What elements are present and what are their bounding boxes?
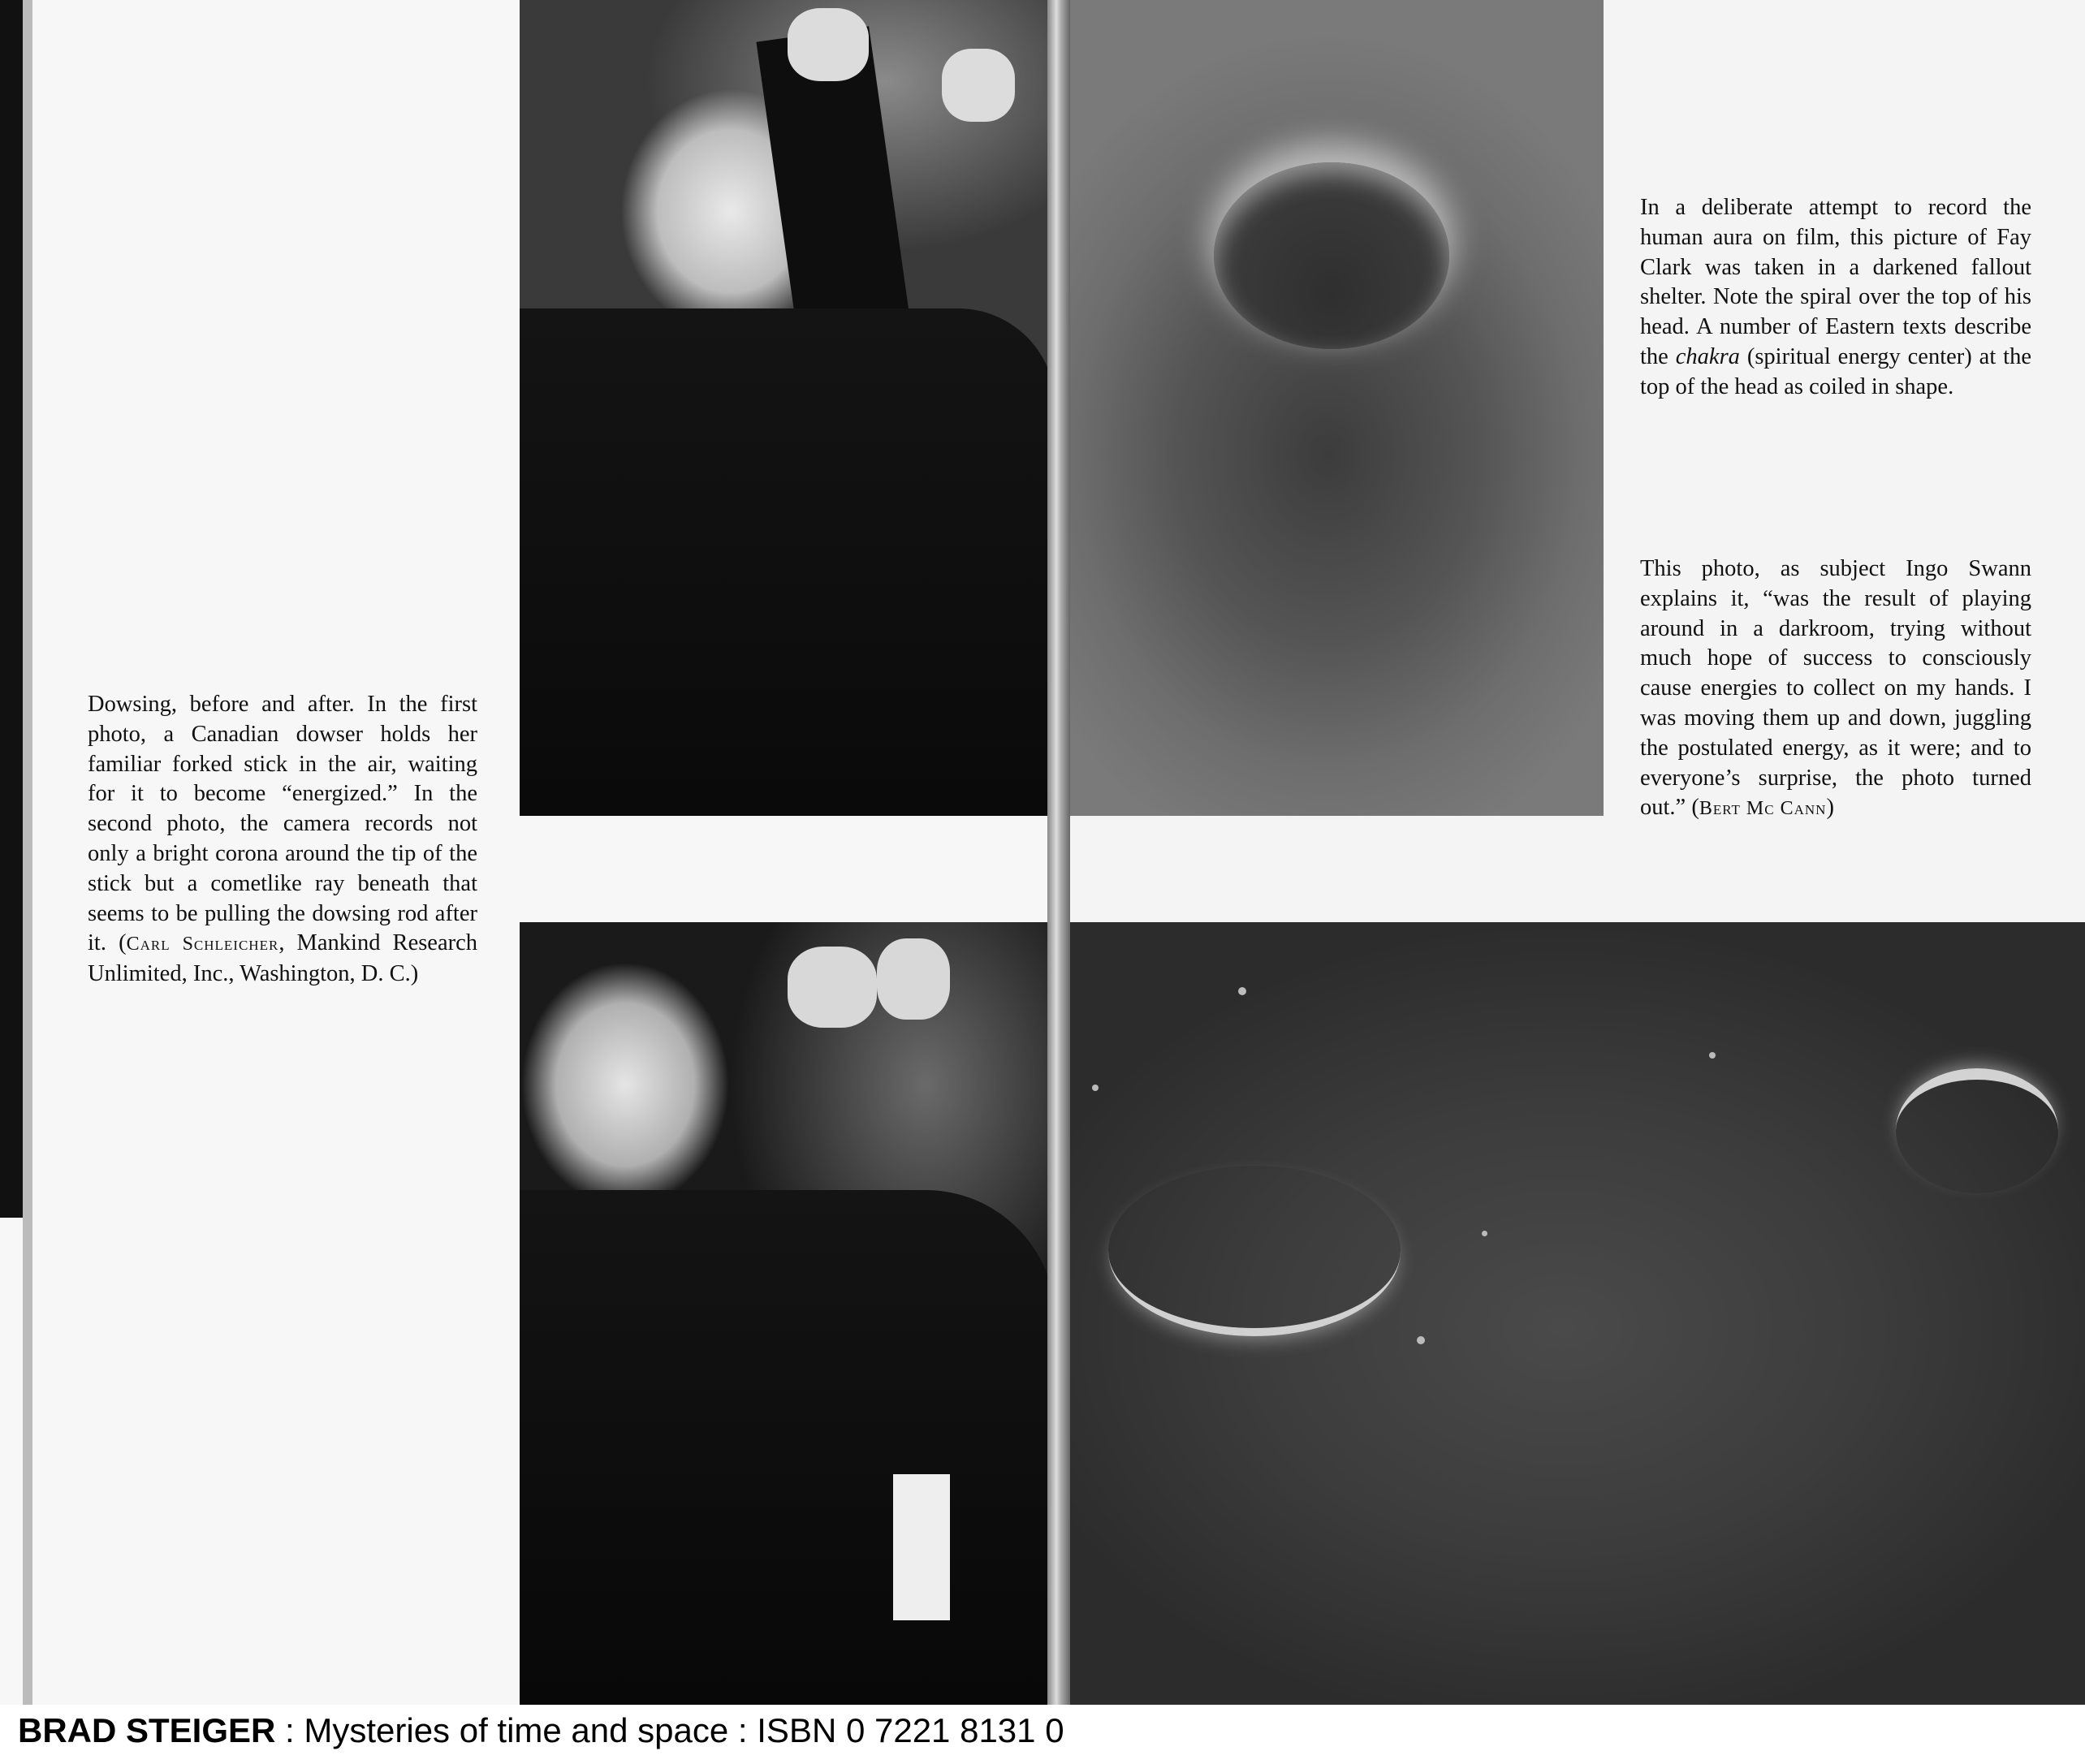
page-edge-shadow: [23, 0, 32, 1705]
aura-photo-hands: [1060, 922, 2085, 1705]
source-footer: [18, 1708, 1064, 1757]
caption-aura-fay-clark: In a deliberate attempt to record the human aura on film, this picture of Fay Clark was taken in a darkened fallout shelter. Note the spiral over the top of his head. A number of Eastern texts describe the chakra (spiritual energy center) at the top of the head as coiled in shape.: [1640, 195, 2031, 399]
caption-dowsing: Dowsing, before and after. In the first photo, a Canadian dowser holds her familiar forked stick in the air, waiting for it to become “energized.” In the second photo, the camera records not only a bright corona around the tip of the stick but a cometlike ray beneath that seems to be pulling the dowsing rod after it. (Carl Schleicher, Mankind Research Unlimited, Inc., Washington, D. C.): [88, 692, 477, 987]
dowser-photo-before: [520, 0, 1055, 816]
footer-details: : Mysteries of time and space : ISBN 0 7221 8131 0: [275, 1711, 1064, 1749]
aura-photo-fay-clark: [1060, 0, 1604, 816]
caption-ingo-swann: This photo, as subject Ingo Swann explains it, “was the result of playing around in a darkroom, trying without much hope of success to consciously cause energies to collect on my hands. I was moving them up and down, juggling the postulated energy, as it were; and to everyone’s surprise, the photo turned out.” (Bert Mc Cann): [1640, 556, 2031, 821]
dowser-photo-after: [520, 922, 1055, 1705]
book-gutter: [1047, 0, 1070, 1705]
footer-author: BRAD STEIGER: [18, 1711, 276, 1749]
